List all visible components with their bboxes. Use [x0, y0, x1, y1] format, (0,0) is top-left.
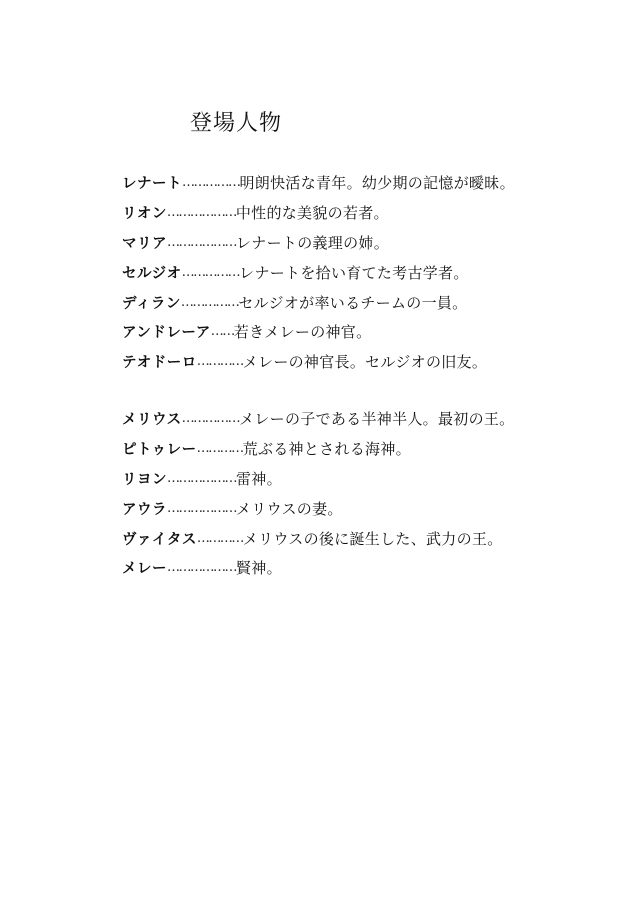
dot-leader: …………… — [182, 175, 240, 191]
page-title: 登場人物 — [190, 111, 283, 136]
character-list-deities — [122, 404, 622, 583]
character-name: メレー — [122, 561, 167, 578]
character-name: レナート — [122, 176, 182, 193]
character-description: メリウスの妻。 — [236, 499, 343, 518]
dot-leader: ……………… — [167, 234, 236, 250]
dot-leader: ……………… — [167, 560, 236, 576]
character-name: リヨン — [122, 471, 167, 488]
dot-leader: …………… — [181, 264, 240, 280]
dot-leader: …………… — [181, 411, 240, 427]
dot-leader: …………… — [180, 294, 239, 310]
character-name: ヴァイタス — [122, 531, 197, 548]
dot-leader: ………… — [196, 530, 243, 546]
character-description: 中性的な美貌の若者。 — [235, 204, 389, 223]
character-name: アンドレーア — [122, 325, 211, 342]
dot-leader: ………… — [196, 354, 243, 370]
dot-leader: ……………… — [167, 500, 236, 516]
character-name: テオドーロ — [122, 355, 197, 372]
character-name: メリウス — [122, 412, 182, 429]
character-entry-maria — [122, 228, 622, 258]
character-description: メリウスの後に誕生した、武力の王。 — [242, 529, 503, 548]
character-description: 明朗快活な青年。幼少期の記憶が曖昧。 — [239, 174, 515, 193]
dot-leader: ………… — [196, 441, 243, 457]
character-description: 若きメレーの神官。 — [233, 323, 372, 342]
character-entry-sergio — [122, 257, 622, 287]
character-entry-teodoro — [122, 347, 622, 377]
character-name: マリア — [122, 235, 167, 252]
character-name: ディラン — [122, 295, 181, 312]
character-entry-andrea — [122, 317, 622, 347]
character-entry-ryon — [122, 464, 622, 494]
character-description: セルジオが率いるチームの一員。 — [238, 293, 468, 312]
character-description: 荒ぶる神とされる海神。 — [242, 440, 411, 459]
character-entry-vaitas — [122, 523, 622, 553]
character-description: 賢神。 — [236, 559, 282, 578]
character-list-main — [122, 168, 622, 377]
character-name: アウラ — [122, 501, 167, 518]
character-name: セルジオ — [122, 265, 182, 282]
character-name: ピトゥレー — [122, 442, 197, 459]
character-description: レナートを拾い育てた考古学者。 — [239, 263, 469, 282]
character-description: メレーの神官長。セルジオの旧友。 — [242, 353, 488, 372]
dot-leader: ……………… — [167, 470, 236, 486]
character-name: リオン — [122, 206, 167, 223]
character-entry-pitule — [122, 434, 622, 464]
dot-leader: …… — [210, 324, 234, 340]
character-entry-dylan — [122, 287, 622, 317]
character-description: レナートの義理の姉。 — [236, 233, 390, 252]
character-description: 雷神。 — [236, 469, 282, 488]
character-entry-rion — [122, 198, 622, 228]
dot-leader: ……………… — [166, 205, 236, 221]
character-description: メレーの子である半神半人。最初の王。 — [239, 410, 515, 429]
character-entry-merius — [122, 404, 622, 434]
character-entry-renato — [122, 168, 622, 198]
character-entry-aura — [122, 493, 622, 523]
character-entry-mele — [122, 553, 622, 583]
